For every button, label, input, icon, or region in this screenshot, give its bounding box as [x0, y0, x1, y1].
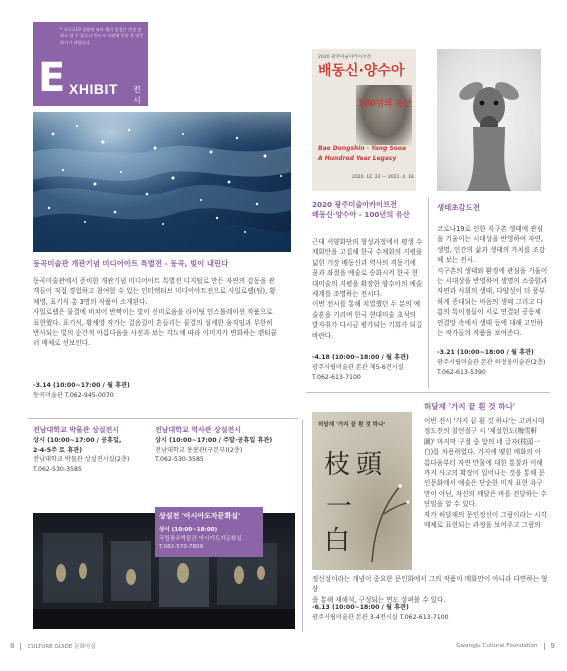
body-line: 대미술의 지평을 확장한 양수아의 예술 — [312, 279, 423, 288]
exhibit1-date: -3.14 (10:00~17:00 / 월 휴관) — [33, 382, 130, 389]
exhibit4-title: 허달재 '가지 끝 흰 것 하나' — [424, 402, 516, 411]
exhibit2-venue1: 광주시립미술관 본관 제5-6전시실 — [312, 364, 404, 371]
body-line: 넓힌 거장 배동신과 역사의 격동기에 — [312, 258, 416, 267]
body-line: 인문화에서 예술은 단순한 미적 표현 욕구 — [424, 479, 543, 488]
exhibit7-box — [155, 507, 263, 557]
poster-top: 2020 광주미술아카이브전 — [318, 55, 372, 60]
poster-names: 배동신·양수아 — [318, 63, 405, 79]
poster-eng2: A Hundred Year Legacy — [318, 155, 397, 162]
footer-right — [456, 641, 555, 651]
poster-sub: 100년의 유산 — [358, 99, 412, 109]
exhibit1-body — [33, 276, 295, 349]
poster-dates: 2020. 12. 22 — 2021. 4. 18 — [352, 175, 414, 180]
body-line: 지구촌의 생태와 환경에 관심을 기울이 — [437, 266, 548, 275]
exhibit2-body — [312, 237, 424, 341]
body-line: 정신성이라는 개념이 중요한 문인화에서 그의 작품이 매화만이 아니라 다면하는 형상 — [312, 575, 548, 594]
exhibit7-phone: T.062-570-7809 — [159, 544, 204, 550]
header-korean: 전시 — [133, 85, 141, 105]
body-line: 정도전의 칠언절구 시 '제설헌도(梅雪軒 — [424, 427, 538, 436]
divider — [428, 198, 429, 388]
exhibit2-date: -4.18 (10:00~18:00 / 월 휴관) — [312, 354, 409, 361]
poster-bae-yang — [312, 49, 416, 191]
exhibit5-venue: 전남대학교 박물관 상설전시실(2층) — [33, 456, 130, 464]
body-line: 바란다. — [312, 331, 334, 340]
exhibit5-phone: T.062-530-3585 — [33, 465, 82, 473]
exhibit7-hours: 상시 (10:00~18:00) — [159, 527, 218, 533]
deer-photo — [437, 49, 541, 191]
body-line: 반사되는 빛의 순간적 아름다움을 사진과 보는 각도에 따라 이미지가 변화하는 렌티큘 — [33, 329, 277, 338]
body-line: 발자취가 다시금 평가되는 기회가 되길 — [312, 321, 423, 330]
footer-left — [10, 641, 96, 651]
body-line: 근대 서양화단의 형성과정에서 평생 수 — [312, 238, 423, 246]
exhibit6-venue: 전남대학교 용봉관(구본부)(2층) — [155, 446, 243, 454]
body-line: 매체로 표현되는 과정을 보여주고 그림의 — [424, 521, 541, 530]
exhibit3-date: -3.21 (10:00~18:00 / 월 휴관) — [437, 349, 534, 356]
body-line: 해 보는 전시. — [437, 256, 476, 265]
poster-char: 頭 — [356, 450, 383, 480]
body-line: 코로나19로 인한 지구촌 생태에 관심 — [437, 225, 543, 233]
body-line: 白)를 차용하였다. 가지에 맺힌 매화의 아 — [424, 448, 542, 457]
footer-right-label: Gwangju Cultural Foundation — [456, 643, 538, 649]
exhibit2-venue2: T.062-613-7100 — [312, 374, 361, 381]
footer-left-label: CULTURE GUIDE 문화마실 — [27, 644, 96, 650]
exhibit3-title: 생태초감도전 — [437, 203, 480, 212]
exhibit7-title: 상설전 '아시아도자문화실' — [159, 512, 241, 520]
exhibit6-title: 전남대학교 역사관 상설전시 — [155, 426, 242, 434]
exhibit6-phone: T.062-530-3585 — [155, 456, 204, 464]
header-word: XHIBIT — [69, 81, 118, 97]
body-line: 圖)' 마지막 구절 중 앞의 네 글자(枝頭一 — [424, 437, 540, 446]
body-line: 하게 증대되는 마음의 생태 그리고 다 — [437, 297, 544, 306]
exhibit1-title: 동곡미술관 개관기념 미디어아트 특별전 - 동곡, 빛이 내린다 — [33, 259, 229, 268]
body-line: 러 매체로 선보인다. — [33, 339, 91, 348]
body-line: 사일로랩은 물결에 비치어 반짝이는 빛이 신비로움을 라이팅 인스톨레이션 작품으로 — [33, 308, 273, 317]
deer-drawing — [437, 49, 541, 191]
exhibit5-hours2: 2-4-5주 토 휴관) — [33, 446, 83, 454]
poster-char: 一 — [326, 492, 353, 522]
body-line: 는 시대상을 반영하여 생명의 소중함과 — [437, 277, 548, 286]
water-photo — [33, 112, 291, 252]
body-line: 는 작가들의 작품을 보여준다. — [437, 329, 522, 338]
body-line: 동곡미술관에서 준비한 개관기념 미디어아트 특별전 디지털로 만든 자연의 감동을 관 — [33, 277, 275, 285]
body-line: 자연과 사회의 생태, 다양성이 더 풍부 — [437, 287, 546, 296]
body-line: 술혼을 기리며 한국 현대미술 초석의 — [312, 310, 416, 319]
body-line: 만이 아닌, 자신의 깨달은 바를 전달하는 수 — [424, 489, 547, 498]
poster-portrait — [356, 85, 412, 145]
body-line: 단임을 알 수 있다. — [424, 500, 477, 509]
exhibit6-hours: 상시 (10:00~17:00 / 주말·공휴일 휴관) — [155, 437, 273, 444]
body-line: 세계를 조명하는 전시다. — [312, 290, 382, 299]
exhibit5-block — [33, 425, 151, 474]
exhibit-header — [33, 22, 148, 106]
notice-text: * 코로나19 상황에 따라 행사 일정은 변경 및 취소 될 수 있으니 반드시 사전에 문의 후 방문하시기 바랍니다. — [60, 27, 144, 45]
exhibit4-venue: 광주시립미술관 본관 3-4전시실 T.062-613-7100 — [312, 614, 449, 621]
divider — [28, 418, 298, 419]
body-line: 름다움부터 자연 만물에 대한 통찰과 이해 — [424, 458, 543, 467]
body-line: 꿈과 좌절을 예술로 승화시켜 한국 현 — [312, 269, 419, 278]
poster-heo — [312, 412, 412, 570]
body-line: 름의 특이점들이 서로 연결된 공동체 — [437, 308, 541, 317]
exhibit5-title: 전남대학교 박물관 상설전시 — [33, 426, 120, 434]
body-line: 을 통해 재해석, 구성되는 면도 살펴볼 수 있다. — [312, 595, 446, 604]
page-gutter — [302, 420, 303, 632]
page-number-left: 8 — [10, 642, 15, 650]
footer-divider-right — [544, 643, 545, 650]
exhibit2-title-2: 배동신·양수아 - 100년의 유산 — [312, 210, 410, 219]
exhibit5-hours: 상시 (10:00~17:00 / 공휴일, — [33, 437, 122, 444]
body-line: 작가 허달재의 문인정신이 그림이라는 시각 — [424, 510, 548, 519]
exhibit4-date: -6.13 (10:00~18:00 / 월 휴관) — [312, 604, 409, 611]
footer-divider-left — [20, 643, 21, 650]
body-line: 연결망 속에서 생태 등에 대해 고민하 — [437, 318, 544, 327]
branch-drawing — [312, 412, 412, 570]
body-line: 이번 전시 '가지 끝 흰 것 하나'는 고려시대 — [424, 417, 545, 425]
body-line: 까지 사고의 확장이 일어나는 것을 통해 문 — [424, 469, 545, 478]
body-line: 객들이 직접 경험하고 참여할 수 있는 인터랙티브 미디어아트전으로 사일로랩(팀), 황 — [33, 287, 276, 296]
exhibit3-venue2: T.062-613-5390 — [437, 369, 486, 376]
exhibit3-venue1: 광주시립미술관 본관 하정웅미술관(2층) — [437, 359, 546, 366]
exhibit4-body-wide — [312, 574, 552, 605]
exhibit1-venue: 동곡미술관 T.062-945-0070 — [33, 392, 114, 399]
poster-title: 허달재 '가지 끝 흰 것 하나' — [318, 422, 386, 428]
body-line: 을 기울이는 시대상을 반영하여 자연, — [437, 235, 544, 244]
exhibit6-block — [155, 425, 295, 465]
water-sparkles — [33, 112, 291, 252]
divider — [306, 392, 550, 393]
body-line: 이번 전시를 통해 치열했던 두 분의 예 — [312, 300, 421, 309]
poster-eng1: Bae Dongshin · Yang Sooa — [318, 145, 407, 152]
exhibit4-body-narrow — [424, 416, 550, 530]
page-number-right: 9 — [550, 642, 555, 650]
poster-char: 枝 — [324, 450, 351, 480]
poster-char: 白 — [324, 526, 351, 556]
body-line: 표현했다. 표기식, 황채영 작가는 걸음걸이 흔들리는 물결의 섬세한 움직임과 무한히 — [33, 318, 273, 327]
body-line: 생명, 인간의 삶과 생태의 가치를 조감 — [437, 245, 546, 254]
body-line: 채화만을 고집해 한국 수채화의 지평을 — [312, 248, 423, 257]
exhibit7-venue: 국립광주박물관 아시아도자문화실 — [159, 536, 242, 542]
header-big-letter: E — [38, 55, 66, 101]
exhibit2-title-1: 2020 광주미술아카이브전 — [312, 200, 397, 209]
exhibit3-body — [437, 224, 549, 338]
body-line: 채영, 표기식 총 3명의 작품이 소개된다. — [33, 297, 148, 306]
